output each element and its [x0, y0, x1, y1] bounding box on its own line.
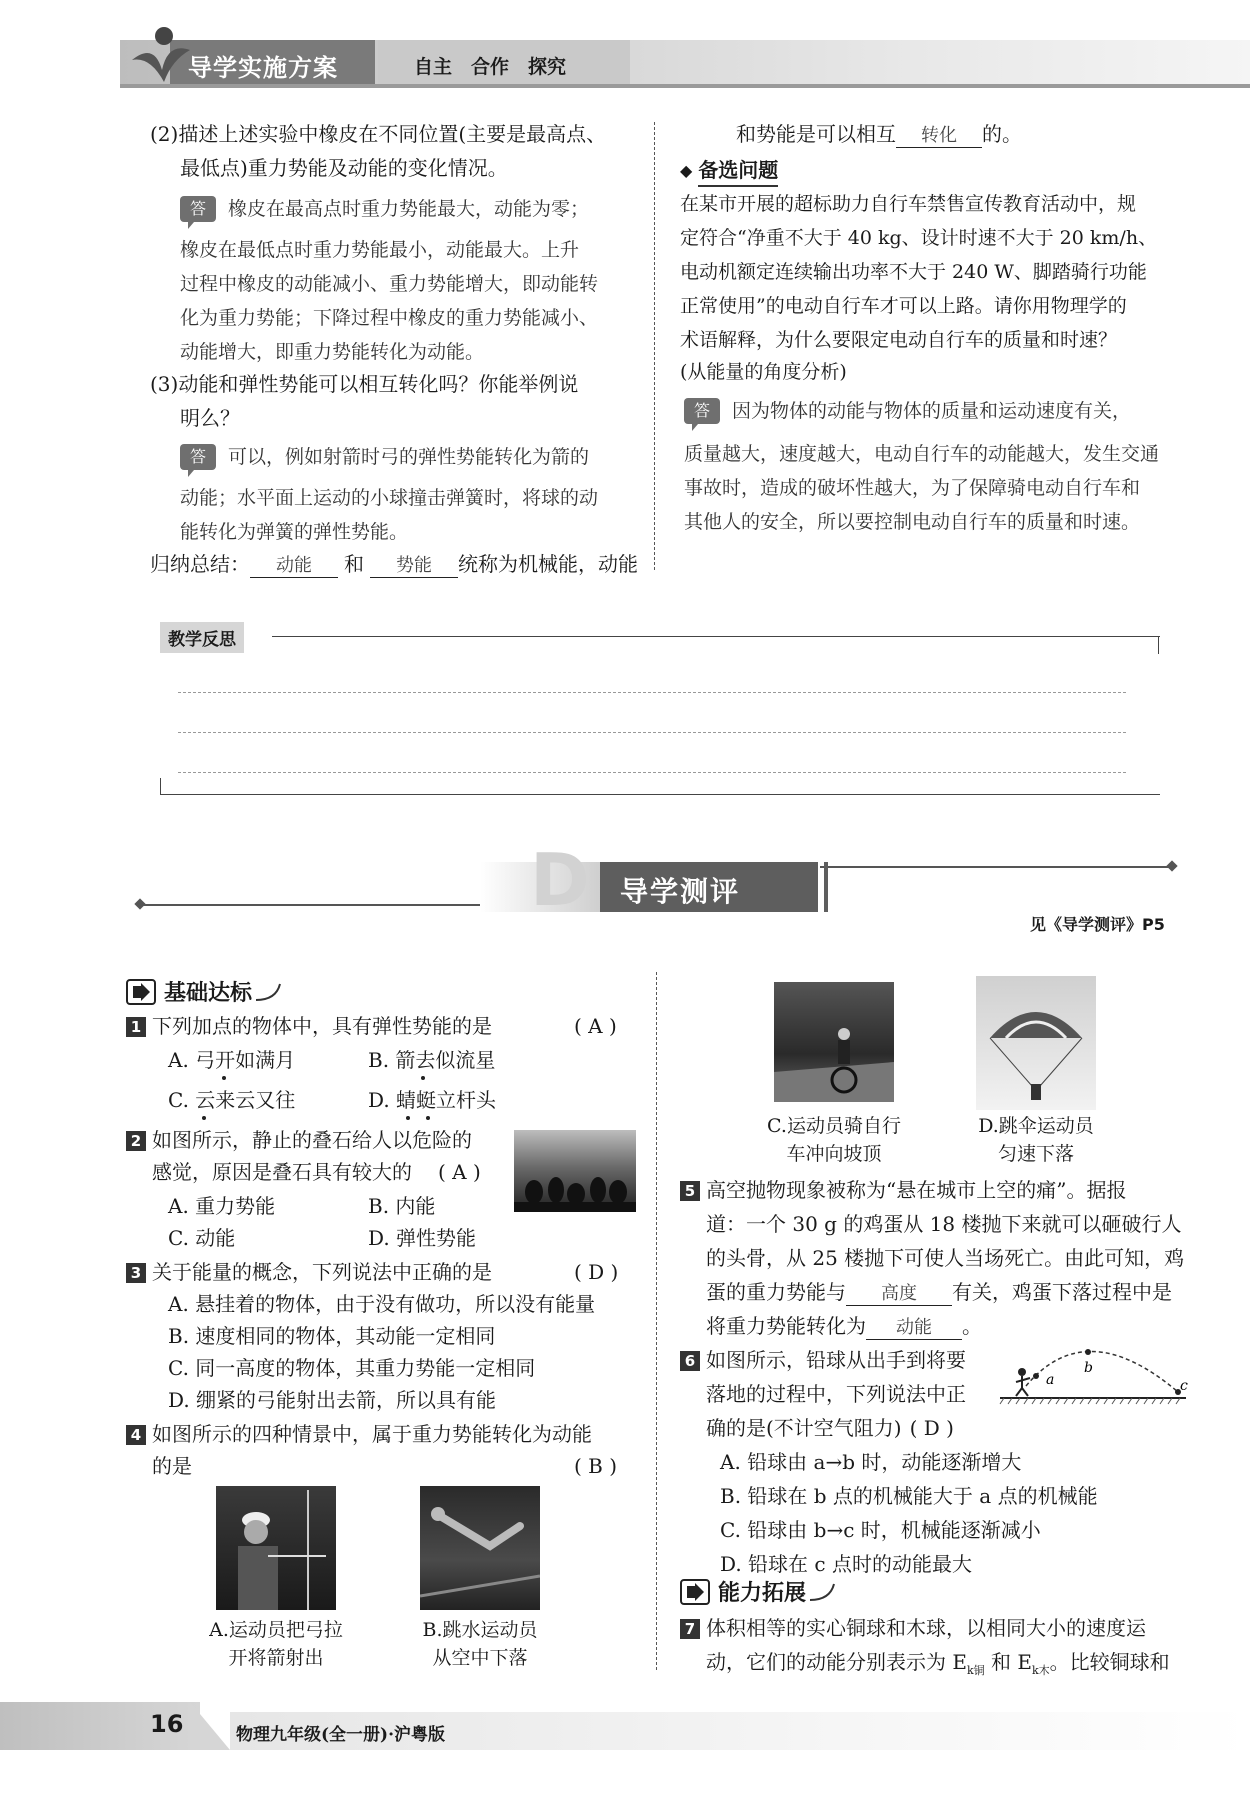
- alt-question-title: 备选问题: [698, 154, 778, 187]
- basic-section-title: 基础达标: [164, 981, 253, 1006]
- alt-question-head: [680, 154, 778, 187]
- reflection-title: 教学反思: [160, 622, 244, 653]
- q5-l4-tail: 有关，鸡蛋下落过程中是: [952, 1280, 1172, 1304]
- q5-line3: 的头骨，从 25 楼抛下可使人当场死亡。由此可知，鸡: [706, 1246, 1185, 1270]
- q5-text-1: 高空抛物现象被称为“悬在城市上空的痛”。据报: [706, 1178, 1127, 1202]
- q3-opt-c: C. 同一高度的物体，其重力势能一定相同: [168, 1356, 536, 1380]
- q6-answer: ( D ): [909, 1416, 954, 1440]
- caption-d-line1: D.跳伞运动员: [978, 1115, 1094, 1137]
- q2-stem-1: [126, 1130, 472, 1151]
- q7-tail: 。比较铜球和: [1049, 1650, 1170, 1674]
- summary-prefix: 归纳总结：: [150, 552, 250, 576]
- q7-line1: [680, 1618, 1146, 1639]
- q5-line1: [680, 1180, 1126, 1201]
- q7-number: 7: [680, 1619, 700, 1639]
- q4-answer: ( B ): [574, 1454, 618, 1478]
- answer-3-line2: 动能；水平面上运动的小球撞击弹簧时，将球的动: [180, 487, 599, 509]
- answer-2-line4: 化为重力势能；下降过程中橡皮的重力势能减小、: [180, 307, 599, 329]
- q3-stem: [126, 1262, 492, 1283]
- q5-fill-height: 高度: [846, 1283, 952, 1306]
- q7-text-1: 体积相等的实心铜球和木球，以相同大小的速度运: [706, 1616, 1146, 1640]
- q4-stem-1: [126, 1424, 592, 1445]
- right-line1-prefix: 和势能是可以相互: [736, 122, 896, 146]
- q6-line1: [680, 1350, 966, 1371]
- q3-opt-b: B. 速度相同的物体，其动能一定相同: [168, 1324, 496, 1348]
- answer-icon: 答: [684, 398, 720, 424]
- caption-c-line2: 车冲向坡顶: [786, 1143, 882, 1165]
- emphasis-dot: [426, 1116, 430, 1120]
- q2-line1: (2)描述上述实验中橡皮在不同位置(主要是最高点、: [150, 122, 607, 146]
- q7-mid: 和 E: [984, 1650, 1032, 1674]
- arrow-right-icon: [680, 1579, 710, 1605]
- emphasis-dot: [202, 1116, 206, 1120]
- q2-line2: 最低点)重力势能及动能的变化情况。: [180, 156, 508, 180]
- q5-l5-tail: 。: [962, 1314, 982, 1338]
- q1-number: 1: [126, 1017, 146, 1037]
- reflection-line-2: [178, 732, 1126, 733]
- q5-line4: [706, 1282, 1172, 1306]
- q5-line2: 道：一个 30 g 的鸡蛋从 18 楼抛下来就可以砸破行人: [706, 1212, 1182, 1236]
- test-reference: 见《导学测评》P5: [1030, 915, 1165, 934]
- answer-icon: 答: [180, 196, 216, 222]
- alt-q-line6: (从能量的角度分析): [680, 361, 847, 383]
- alt-a-line2: 质量越大，速度越大，电动自行车的动能越大，发生交通: [684, 443, 1160, 465]
- archer-figure: [216, 1486, 336, 1610]
- banner-dot-left: [134, 898, 145, 909]
- q3-answer: ( D ): [574, 1260, 619, 1284]
- reflection-bottom-rule: [160, 794, 1160, 795]
- q3-line2: 明么？: [180, 406, 240, 430]
- header-tags: 自主 合作 探究: [414, 56, 567, 78]
- book-title: 物理九年级(全一册)·沪粤版: [236, 1725, 446, 1745]
- q3-opt-d: D. 绷紧的弓能射出去箭，所以具有能: [168, 1388, 497, 1412]
- shot-put-diagram: [996, 1334, 1190, 1414]
- q6-text-3: 确的是(不计空气阻力): [706, 1416, 902, 1440]
- banner-title: 导学测评: [620, 875, 741, 908]
- logo-icon: [124, 20, 194, 86]
- right-line1-tail: 的。: [982, 122, 1022, 146]
- point-b-label: b: [1084, 1360, 1093, 1376]
- q1-text: 下列加点的物体中，具有弹性势能的是: [152, 1014, 492, 1038]
- arrow-right-icon: [126, 979, 156, 1005]
- cyclist-photo: [774, 982, 894, 1102]
- q3-line1: (3)动能和弹性势能可以相互转化吗？你能举例说: [150, 372, 579, 396]
- page-number: 16: [150, 1710, 184, 1738]
- alt-answer: [684, 398, 1131, 424]
- alt-q-line3: 电动机额定连续输出功率不大于 240 W、脚踏骑行功能: [680, 261, 1147, 283]
- emphasis-dot: [406, 1116, 410, 1120]
- alt-a-line1: 因为物体的动能与物体的质量和运动速度有关，: [732, 400, 1132, 422]
- q1-opt-b: B. 箭去似流星: [368, 1048, 496, 1072]
- q5-line5: [706, 1316, 982, 1340]
- caption-c: [754, 1112, 914, 1168]
- answer-3-line1: 可以，例如射箭时弓的弹性势能转化为箭的: [228, 446, 590, 468]
- caption-b-line1: B.跳水运动员: [422, 1619, 538, 1641]
- q6-opt-d: D. 铅球在 c 点时的动能最大: [720, 1552, 972, 1576]
- q1-opt-c: C. 云来云又往: [168, 1088, 296, 1112]
- q6-number: 6: [680, 1351, 700, 1371]
- summary-tail: 统称为机械能，动能: [458, 552, 638, 576]
- section-underline-curve: [808, 1580, 838, 1604]
- q7-sub-copper: k铜: [966, 1664, 985, 1677]
- caption-a-line1: A.运动员把弓拉: [209, 1619, 343, 1641]
- answer-2-line1: 橡皮在最高点时重力势能最大，动能为零；: [228, 198, 590, 220]
- q6-text-1: 如图所示，铅球从出手到将要: [706, 1348, 966, 1372]
- header-bar: [0, 0, 1250, 100]
- q7-sub-wood: k木: [1031, 1664, 1050, 1677]
- alt-q-line2: 定符合“净重不大于 40 kg、设计时速不大于 20 km/h、: [680, 227, 1158, 249]
- q3-number: 3: [126, 1263, 146, 1283]
- reflection-box: [160, 622, 1160, 798]
- q4-stem-2: 的是: [152, 1454, 192, 1478]
- caption-b-line2: 从空中下落: [432, 1647, 528, 1669]
- answer-2-line2: 橡皮在最低点时重力势能最小，动能最大。上升: [180, 239, 580, 261]
- header-title: 导学实施方案: [188, 54, 338, 82]
- archer-photo: [216, 1486, 336, 1610]
- q2-stem-2: 感觉，原因是叠石具有较大的: [152, 1160, 412, 1184]
- footer-slant: [190, 1702, 230, 1750]
- q5-number: 5: [680, 1181, 700, 1201]
- answer-2-line5: 动能增大，即重力势能转化为动能。: [180, 341, 485, 363]
- banner-letter: D: [530, 838, 590, 922]
- summary-and: 和: [344, 552, 364, 576]
- point-c-label: c: [1180, 1378, 1188, 1394]
- alt-a-line3: 事故时，造成的破坏性越大，为了保障骑电动自行车和: [684, 477, 1141, 499]
- right-continuation: [736, 124, 1022, 148]
- summary-line: [150, 554, 638, 578]
- answer-3-line3: 能转化为弹簧的弹性势能。: [180, 521, 409, 543]
- alt-q-line5: 术语解释，为什么要限定电动自行车的质量和时速？: [680, 329, 1118, 351]
- summary-fill-2: 势能: [370, 555, 458, 578]
- emphasis-dot: [222, 1076, 226, 1080]
- answer-2-line3: 过程中橡皮的动能减小、重力势能增大，即动能转: [180, 273, 599, 295]
- answer-icon: 答: [180, 444, 216, 470]
- column-divider-bottom: [656, 972, 657, 1670]
- diamond-icon: ◆: [680, 161, 693, 180]
- diver-photo: [420, 1486, 540, 1610]
- q1-stem: [126, 1016, 492, 1037]
- parachute-figure: [976, 976, 1096, 1110]
- summary-fill-1: 动能: [250, 555, 338, 578]
- banner-dot-right: [1166, 860, 1177, 871]
- q3-opt-a: A. 悬挂着的物体，由于没有做功，所以没有能量: [168, 1292, 596, 1316]
- ability-section-head: [680, 1576, 838, 1607]
- q6-opt-b: B. 铅球在 b 点的机械能大于 a 点的机械能: [720, 1484, 1098, 1508]
- reflection-top-rule: [272, 636, 1160, 637]
- q2-opt-a: A. 重力势能: [168, 1194, 276, 1218]
- header-rule: [120, 84, 1250, 88]
- q7-text-2: 动，它们的动能分别表示为 E: [706, 1650, 967, 1674]
- diver-figure: [420, 1486, 540, 1610]
- cyclist-figure: [774, 982, 894, 1102]
- caption-b: [400, 1616, 560, 1672]
- q5-l5-prefix: 将重力势能转化为: [706, 1314, 866, 1338]
- q6-line2: 落地的过程中，下列说法中正: [706, 1382, 966, 1406]
- q1-opt-d: D. 蜻蜓立杆头: [368, 1088, 497, 1112]
- emphasis-dot: [421, 1076, 425, 1080]
- reflection-line-3: [178, 772, 1126, 773]
- alt-q-line1: 在某市开展的超标助力自行车禁售宣传教育活动中，规: [680, 193, 1137, 215]
- q6-opt-c: C. 铅球由 b→c 时，机械能逐渐减小: [720, 1518, 1041, 1542]
- caption-d-line2: 匀速下落: [997, 1143, 1074, 1165]
- caption-a: [196, 1616, 356, 1672]
- answer-3: [180, 444, 589, 470]
- q2-opt-c: C. 动能: [168, 1226, 236, 1250]
- footer-bar: [0, 1696, 1250, 1756]
- parachute-photo: [976, 976, 1096, 1110]
- q1-answer: ( A ): [574, 1014, 617, 1038]
- q3-text: 关于能量的概念，下列说法中正确的是: [152, 1260, 492, 1284]
- section-underline-curve: [254, 980, 284, 1004]
- q2-opt-d: D. 弹性势能: [368, 1226, 477, 1250]
- reflection-left-edge: [160, 778, 161, 794]
- right-line1-fill: 转化: [896, 125, 982, 148]
- q2-opt-b: B. 内能: [368, 1194, 436, 1218]
- caption-a-line2: 开将箭射出: [228, 1647, 324, 1669]
- stones-silhouette: [514, 1130, 636, 1212]
- point-a-label: a: [1046, 1372, 1055, 1388]
- q2-answer: ( A ): [438, 1160, 481, 1184]
- q5-l4-prefix: 蛋的重力势能与: [706, 1280, 846, 1304]
- q6-opt-a: A. 铅球由 a→b 时，动能逐渐增大: [720, 1450, 1022, 1474]
- caption-d: [956, 1112, 1116, 1168]
- banner-tick: [824, 862, 828, 912]
- q5-fill-kinetic: 动能: [866, 1317, 962, 1340]
- q7-line2: [706, 1652, 1170, 1681]
- alt-a-line4: 其他人的安全，所以要控制电动自行车的质量和时速。: [684, 511, 1141, 533]
- q6-line3: [706, 1418, 954, 1438]
- basic-section-head: [126, 976, 284, 1007]
- q1-opt-a: A. 弓开如满月: [168, 1048, 296, 1072]
- reflection-right-edge: [1158, 636, 1159, 654]
- banner-rule-left: [140, 904, 480, 906]
- alt-q-line4: 正常使用”的电动自行车才可以上路。请你用物理学的: [680, 295, 1127, 317]
- reflection-line-1: [178, 692, 1126, 693]
- q2-number: 2: [126, 1131, 146, 1151]
- stacked-stones-photo: [514, 1130, 636, 1212]
- caption-c-line1: C.运动员骑自行: [767, 1115, 901, 1137]
- q2-text-1: 如图所示，静止的叠石给人以危险的: [152, 1128, 472, 1152]
- q4-number: 4: [126, 1425, 146, 1445]
- answer-2: [180, 196, 589, 222]
- banner-rule-right: [820, 866, 1170, 868]
- column-divider-top: [654, 122, 655, 570]
- q4-text-1: 如图所示的四种情景中，属于重力势能转化为动能: [152, 1422, 592, 1446]
- ability-section-title: 能力拓展: [718, 1581, 807, 1606]
